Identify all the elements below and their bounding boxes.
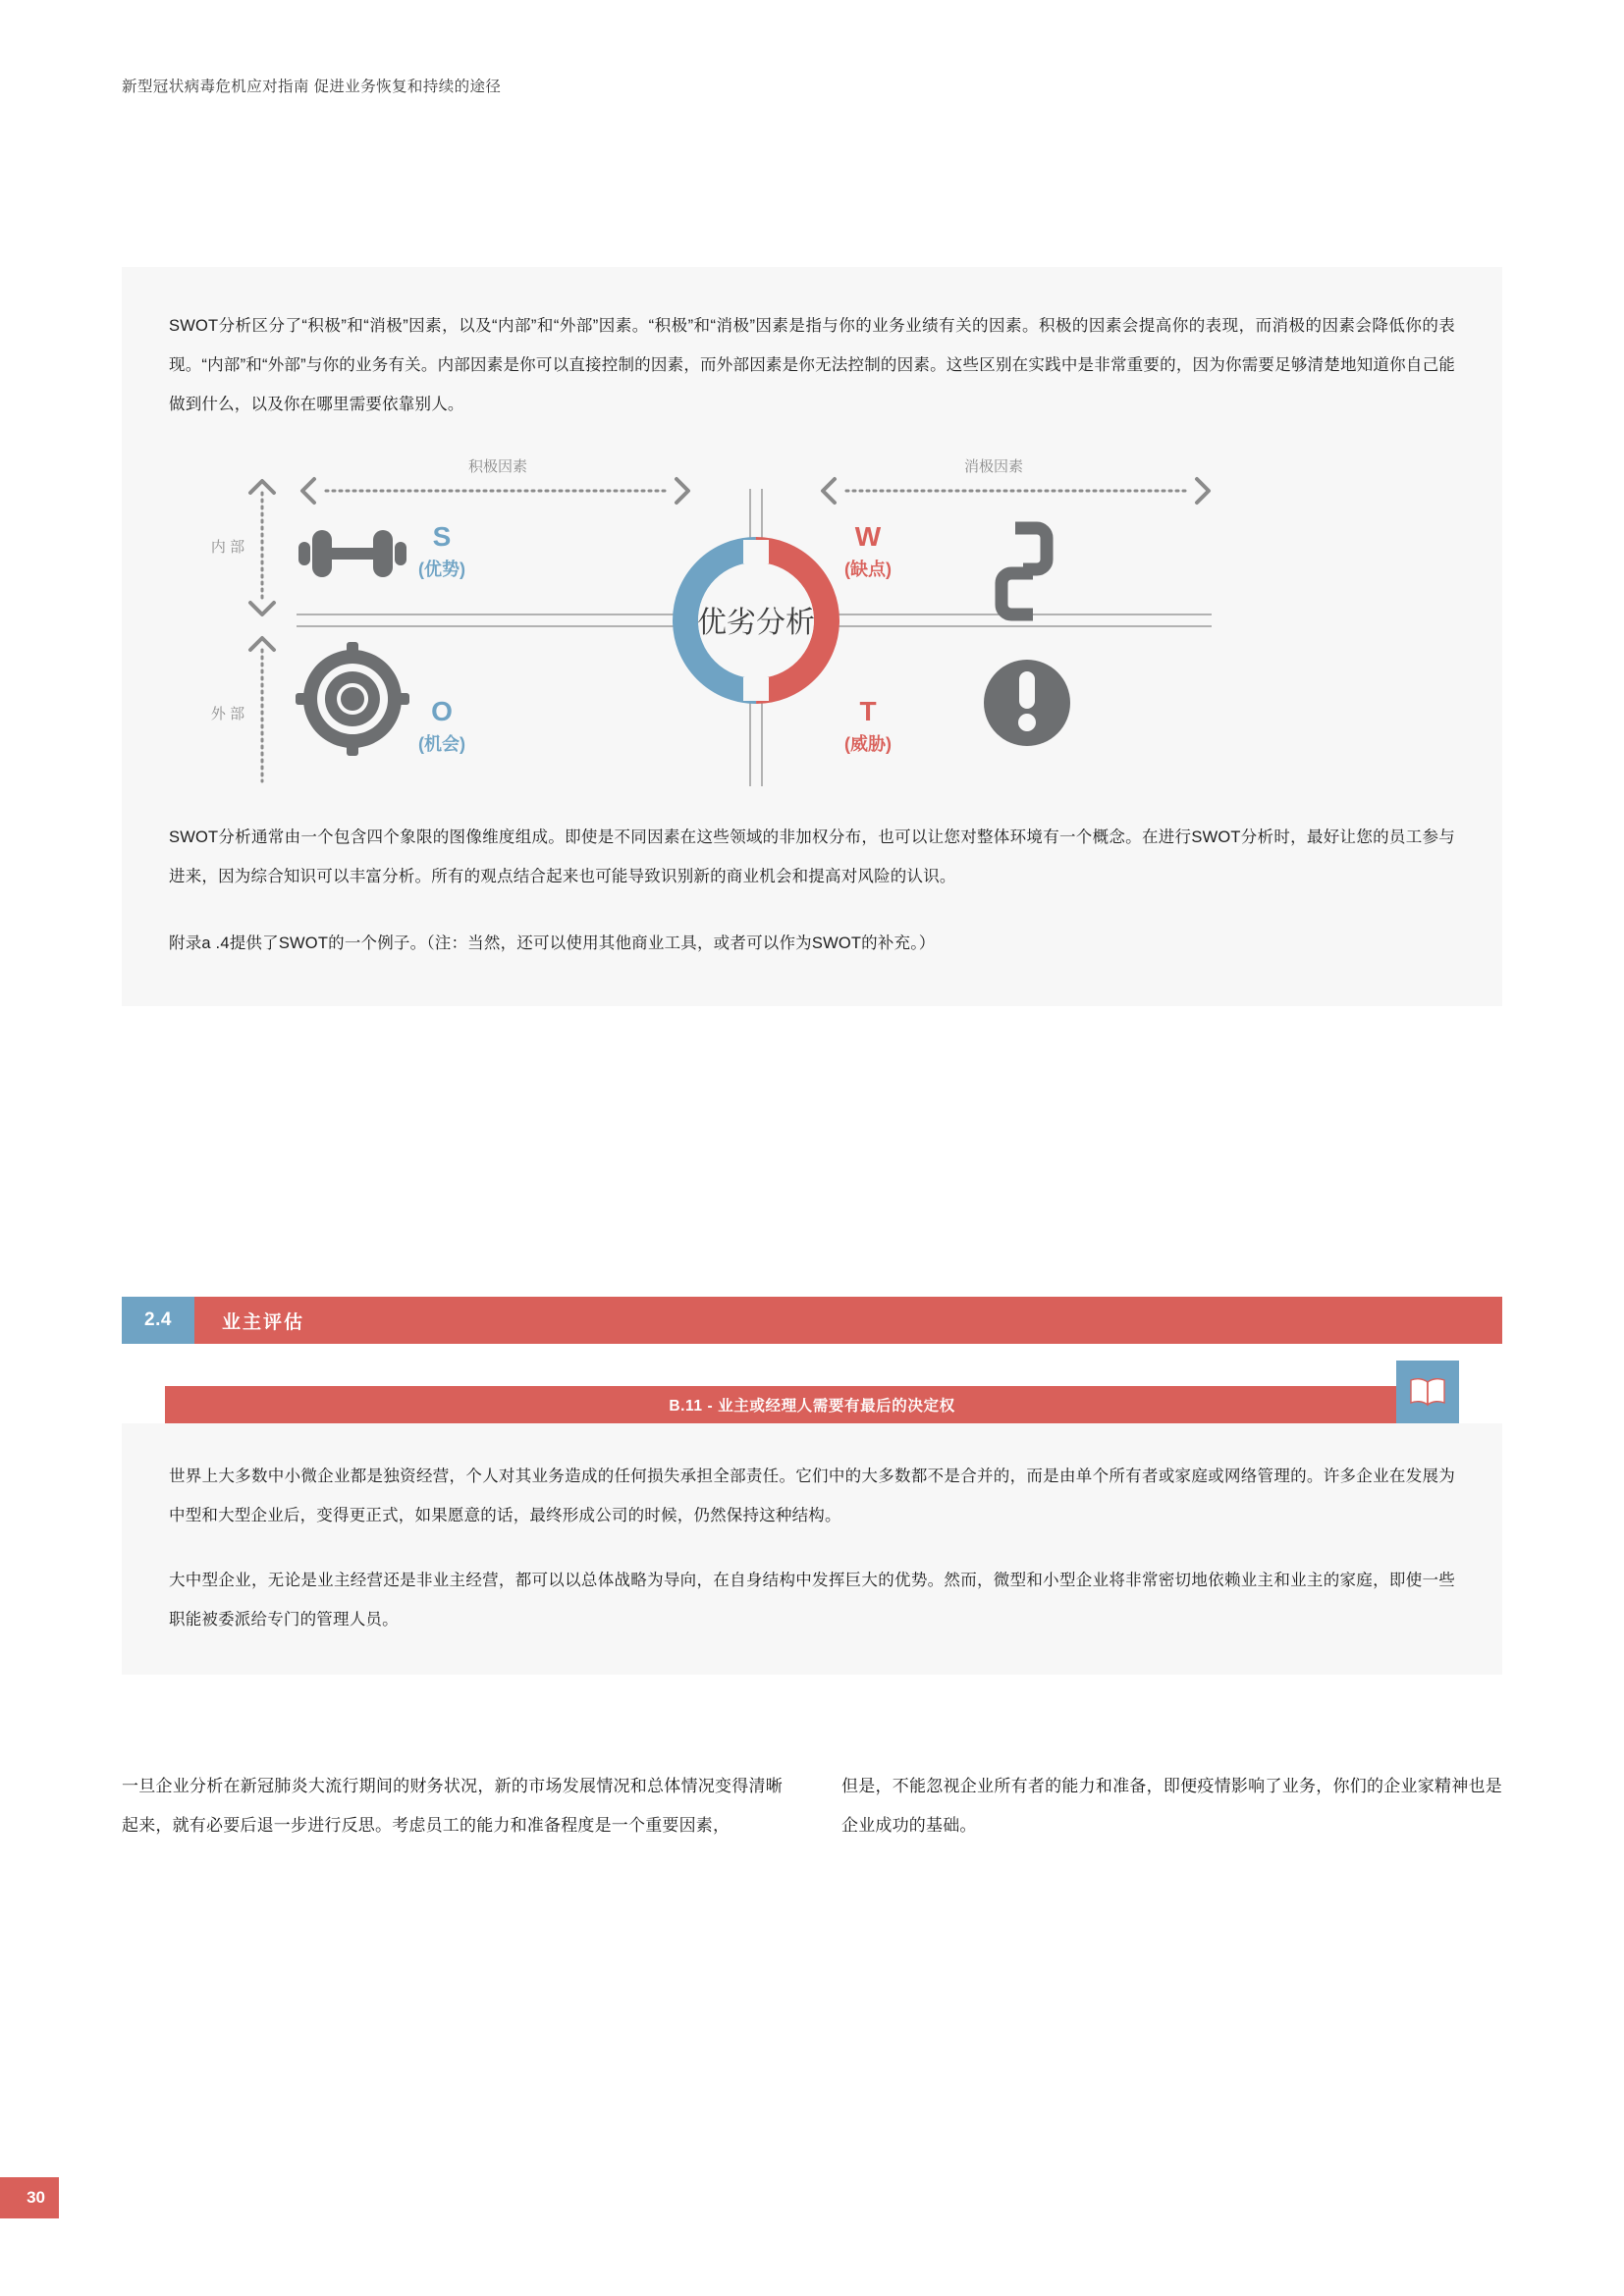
target-icon: [296, 642, 409, 756]
callout-banner: [165, 1386, 1459, 1423]
left-axis-arrow-internal: [250, 481, 274, 614]
quadrant-label-w: (缺点): [844, 560, 892, 579]
swot-intro-paragraph: SWOT分析区分了“积极”和“消极”因素，以及“内部”和“外部”因素。“积极”和“消极”因素是指与你的业务业绩有关的因素。积极的因素会提高你的表现，而消极的因素会降低你的表现。“内部”和“外部”与你的业务有关。内部因素是你可以直接控制的因素，而外部因素是你无法控制的因素。这些区别在实践中是非常重要的，因为你需要足够清楚地知道你自己能做到什么，以及你在哪里需要依靠别人。: [169, 317, 1455, 413]
swot-center-label: 优劣分析: [697, 607, 815, 639]
bottom-column-right: 但是，不能忽视企业所有者的能力和准备，即便疫情影响了业务，你们的企业家精神也是企业成功的基础。: [841, 1777, 1502, 1835]
quadrant-label-o: (机会): [418, 734, 465, 754]
callout-paragraph-2: 大中型企业，无论是业主经营还是非业主经营，都可以以总体战略为导向，在自身结构中发挥巨大的优势。然而，微型和小型企业将非常密切地依赖业主和业主的家庭，即使一些职能被委派给专门的管理人员。: [169, 1572, 1455, 1629]
quadrant-letter-w: W: [854, 521, 882, 552]
callout-box: [122, 1386, 1502, 1675]
callout-banner-title: B.11 - 业主或经理人需要有最后的决定权: [669, 1398, 955, 1415]
axis-label-positive: 积极因素: [467, 458, 528, 475]
book-icon-svg: [1409, 1377, 1446, 1407]
ring-gap-bottom: [743, 677, 769, 701]
swot-diagram-svg: [169, 457, 1455, 796]
warning-icon: [984, 660, 1070, 746]
axis-label-internal: 内 部: [210, 539, 245, 556]
swot-panel: [122, 267, 1502, 1006]
ring-gap-top: [743, 540, 769, 563]
running-header: 新型冠状病毒危机应对指南 促进业务恢复和持续的途径: [122, 79, 502, 95]
swot-appendix-paragraph: 附录a .4提供了SWOT的一个例子。（注：当然，还可以使用其他商业工具，或者可以作为SWOT的补充。）: [169, 934, 936, 952]
top-right-axis-arrow: [823, 479, 1209, 503]
axis-label-negative: 消极因素: [963, 458, 1024, 475]
quadrant-label-s: (优势): [418, 560, 465, 579]
dumbbell-icon: [298, 530, 406, 577]
top-left-axis-arrow: [302, 479, 688, 503]
bottom-column-left: 一旦企业分析在新冠肺炎大流行期间的财务状况，新的市场发展情况和总体情况变得清晰起来，就有必要后退一步进行反思。考虑员工的能力和准备程度是一个重要因素，: [122, 1777, 783, 1835]
section-header-bar: [122, 1297, 1502, 1344]
quadrant-label-t: (威胁): [844, 734, 892, 754]
book-icon: [1396, 1361, 1459, 1423]
callout-paragraph-1: 世界上大多数中小微企业都是独资经营，个人对其业务造成的任何损失承担全部责任。它们中的大多数都不是合并的，而是由单个所有者或家庭或网络管理的。许多企业在发展为中型和大型企业后，变得更正式，如果愿意的话，最终形成公司的时候，仍然保持这种结构。: [169, 1468, 1455, 1524]
swot-closing-paragraph: SWOT分析通常由一个包含四个象限的图像维度组成。即使是不同因素在这些领域的非加权分布，也可以让您对整体环境有一个概念。在进行SWOT分析时，最好让您的员工参与进来，因为综合知识可以丰富分析。所有的观点结合起来也可能导致识别新的商业机会和提高对风险的认识。: [169, 828, 1455, 885]
left-axis-arrow-external: [250, 638, 274, 781]
quadrant-letter-s: S: [432, 521, 452, 552]
section-title: 业主评估: [222, 1311, 305, 1333]
bottom-two-column-text: [122, 1767, 1502, 1845]
axis-label-external: 外 部: [210, 706, 245, 722]
quadrant-letter-t: T: [859, 696, 877, 726]
broken-chain-icon: [1001, 528, 1047, 614]
section-number: 2.4: [122, 1297, 194, 1344]
quadrant-letter-o: O: [431, 696, 453, 726]
page-number: 30: [0, 2177, 59, 2218]
swot-diagram: [169, 457, 1455, 796]
callout-content: [122, 1423, 1502, 1675]
